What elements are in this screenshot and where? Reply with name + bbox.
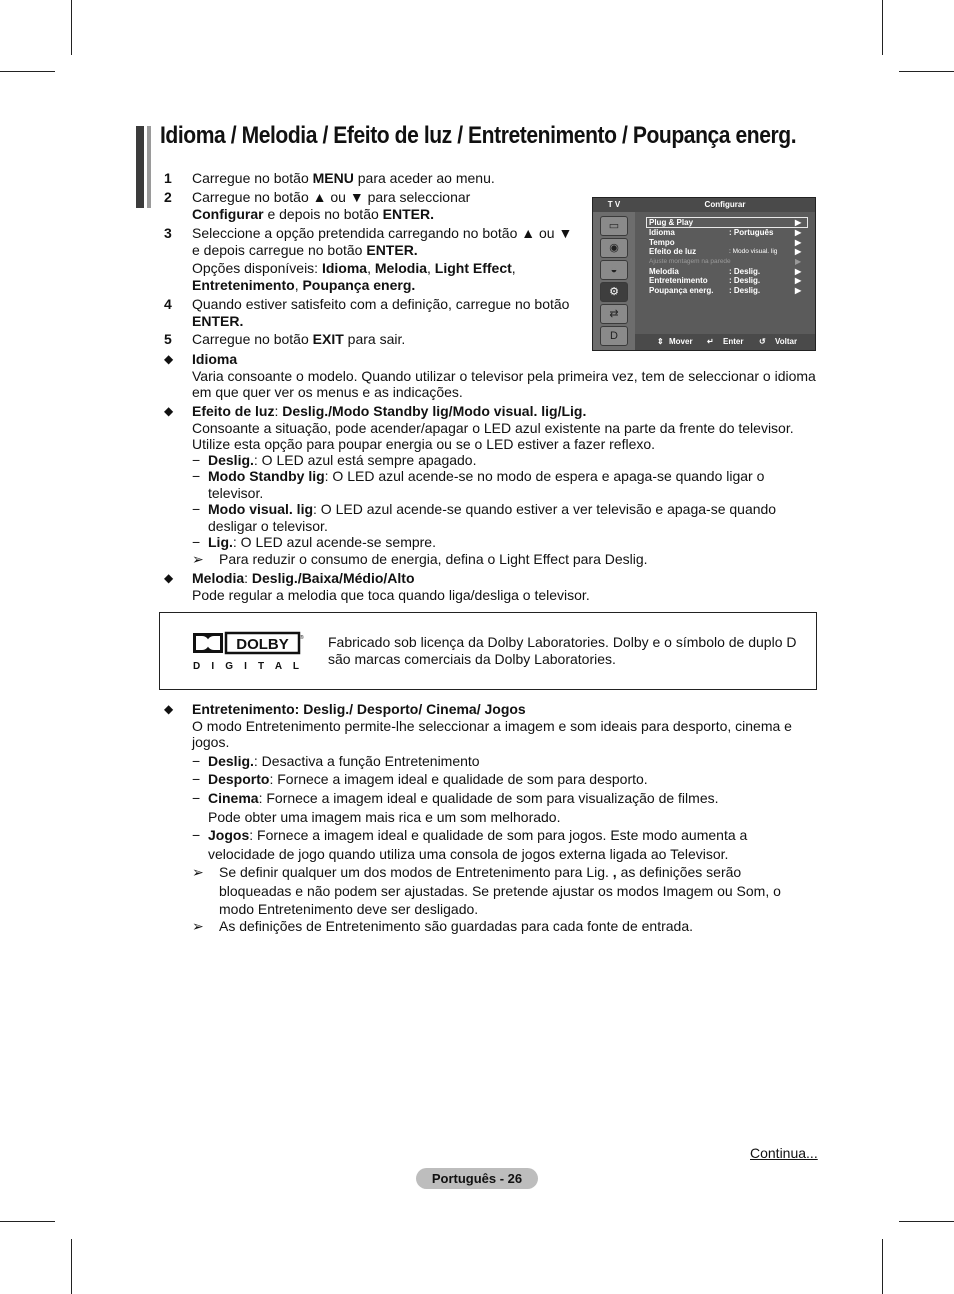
osd-item-plug-play: Plug & Play ▶	[649, 218, 802, 227]
list-item: − Jogos: Fornece a imagem ideal e qualidade de som para jogos. Este modo aumenta a velocidade de jogo quando utiliza uma consola de jogos externa ligada ao Televisor.	[192, 827, 748, 862]
list-item: − Modo Standby lig: O LED azul acende-se no modo de espera e apaga-se quando ligar o televisor.	[192, 468, 765, 501]
options-available: Opções disponíveis: Idioma, Melodia, Light Effect, Entretenimento, Poupança energ.	[192, 260, 516, 293]
crop-mark	[882, 1239, 883, 1294]
title-accent-bar	[136, 126, 144, 208]
page-title: Idioma / Melodia / Efeito de luz / Entretenimento / Poupança energ.	[160, 122, 797, 149]
digital-icon: D	[600, 326, 628, 346]
crop-mark	[71, 1239, 72, 1294]
osd-item-ajuste-parede: Ajuste montagem na parede ▶	[649, 257, 802, 266]
dolby-license-text: Fabricado sob licença da Dolby Laboratories. Dolby e o símbolo de duplo D são marcas comerciais da Dolby Laboratories.	[328, 634, 797, 667]
list-item: − Cinema: Fornece a imagem ideal e qualidade de som para visualização de filmes. Pode obter uma imagem mais rica e um som melhorado.	[192, 790, 719, 825]
setup-icon: ⚙	[600, 282, 628, 302]
osd-footer-back: Voltar	[775, 337, 798, 346]
svg-text:DOLBY: DOLBY	[236, 636, 289, 653]
svg-text:®: ®	[300, 635, 304, 641]
crop-mark	[0, 1221, 55, 1222]
osd-item-melodia: Melodia : Deslig. ▶	[649, 266, 802, 276]
section-idioma: ◆ Idioma Varia consoante o modelo. Quando utilizar o televisor pela primeira vez, tem de seleccionar o idioma em que quer ver os menus e as indicações.	[164, 351, 816, 400]
osd-item-efeito-luz: Efeito de luz : Modo visual. lig ▶	[649, 247, 802, 256]
arrow-note-icon: ➢	[192, 918, 204, 934]
step-5: 5 Carregue no botão EXIT para sair.	[164, 331, 406, 347]
crop-mark	[71, 0, 72, 55]
note: ➢ Se definir qualquer um dos modos de Entretenimento para Lig. , as definições serão bloqueadas e não podem ser ajustadas. Se pretende ajustar os modos Imagem ou Som, o modo Entretenimento deve ser desligado.	[192, 864, 781, 917]
arrow-note-icon: ➢	[192, 551, 204, 567]
step-1: 1 Carregue no botão MENU para aceder ao menu.	[164, 170, 495, 186]
section-entretenimento: ◆ Entretenimento: Deslig./ Desporto/ Cinema/ Jogos O modo Entretenimento permite-lhe seleccionar a imagem e som ideais para desporto, cinema e jogos.	[164, 701, 792, 750]
crop-mark	[899, 1221, 954, 1222]
dolby-digital-logo	[193, 633, 304, 672]
section-efeito-luz: ◆ Efeito de luz: Deslig./Modo Standby lig/Modo visual. lig/Lig. Consoante a situação, pode acender/apagar o LED azul existente na parte da frente do televisor. Utilize esta opção para poupar energia ou se o LED estiver a fazer reflexo.	[164, 403, 794, 452]
svg-text:D I G I T A L: D I G I T A L	[193, 661, 299, 672]
list-item: − Deslig.: O LED azul está sempre apagado.	[192, 452, 477, 468]
crop-mark	[882, 0, 883, 55]
osd-item-tempo: Tempo ▶	[649, 237, 802, 247]
step-4: 4 Quando estiver satisfeito com a definição, carregue no botão ENTER.	[164, 296, 570, 329]
input-icon: ⇄	[600, 304, 628, 324]
osd-item-poupanca: Poupança energ. : Deslig. ▶	[649, 285, 802, 295]
diamond-bullet-icon: ◆	[164, 404, 174, 418]
arrow-note-icon: ➢	[192, 864, 204, 880]
step-3: 3 Seleccione a opção pretendida carregando no botão ▲ ou ▼ e depois carregue no botão ENTER.	[164, 225, 573, 258]
osd-header: Configurar	[635, 198, 815, 212]
channel-icon: ◒	[600, 260, 628, 280]
list-item: − Desporto: Fornece a imagem ideal e qualidade de som para desporto.	[192, 771, 648, 787]
list-item: − Deslig.: Desactiva a função Entretenimento	[192, 753, 480, 769]
diamond-bullet-icon: ◆	[164, 702, 174, 716]
enter-icon: ↵	[707, 337, 714, 346]
osd-footer-enter: Enter	[723, 337, 744, 346]
title-accent-bar	[147, 126, 151, 208]
list-item: − Modo visual. lig: O LED azul acende-se quando estiver a ver televisão e apaga-se quando desligar o televisor.	[192, 501, 777, 534]
step-2: 2 Carregue no botão ▲ ou ▼ para seleccionar Configurar e depois no botão ENTER.	[164, 189, 471, 222]
osd-tv-label: T V	[593, 198, 635, 212]
osd-item-idioma: Idioma : Português ▶	[649, 228, 802, 237]
osd-footer	[635, 334, 815, 350]
osd-footer-move: Mover	[669, 337, 693, 346]
dolby-license-box	[159, 612, 817, 690]
diamond-bullet-icon: ◆	[164, 571, 174, 585]
section-melodia: ◆ Melodia: Deslig./Baixa/Médio/Alto Pode regular a melodia que toca quando liga/desliga o televisor.	[164, 570, 590, 603]
note: ➢ As definições de Entretenimento são guardadas para cada fonte de entrada.	[192, 918, 693, 934]
continued-link: Continua...	[750, 1145, 818, 1161]
osd-item-entretenimento: Entretenimento : Deslig. ▶	[649, 276, 802, 285]
move-icon: ⇕	[657, 337, 664, 346]
crop-mark	[0, 71, 55, 72]
list-item: − Lig.: O LED azul acende-se sempre.	[192, 534, 436, 550]
back-icon: ↺	[759, 337, 766, 346]
osd-menu-screenshot	[592, 197, 816, 351]
page-number: Português - 26	[416, 1168, 538, 1189]
sound-icon: ◉	[600, 238, 628, 258]
crop-mark	[899, 71, 954, 72]
diamond-bullet-icon: ◆	[164, 352, 174, 366]
picture-icon: ▭	[600, 216, 628, 236]
note: ➢ Para reduzir o consumo de energia, defina o Light Effect para Deslig.	[192, 551, 648, 567]
